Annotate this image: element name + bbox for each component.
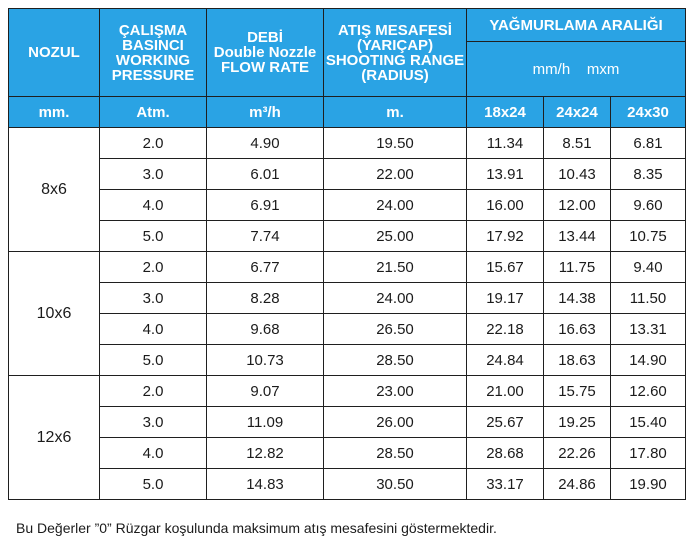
shooting-header-tr-1: ATIŞ MESAFESİ [338,21,452,39]
spacing-18x24-cell: 21.00 [467,376,544,407]
table-row [9,128,686,159]
spacing-unit-header [467,42,686,97]
spacing-18x24-cell: 16.00 [467,190,544,221]
spec-table [8,8,686,500]
spacing-24x24-cell: 10.43 [544,159,611,190]
shooting-cell: 21.50 [324,252,467,283]
unit-spacing-24x30: 24x30 [611,97,686,128]
pressure-header-tr-1: ÇALIŞMA [118,21,188,39]
shooting-cell: 26.00 [324,407,467,438]
unit-flow: m³/h [207,97,324,128]
flow-header-tr: DEBİ [247,29,283,46]
spacing-header-label: YAĞMURLAMA ARALIĞI [489,16,663,34]
shooting-header-en-1: SHOOTING RANGE [325,51,465,69]
table-row [9,407,686,438]
shooting-cell: 24.00 [324,283,467,314]
spacing-24x30-cell: 8.35 [611,159,686,190]
nozzle-header-label: NOZUL [28,44,80,61]
flow-header [207,9,324,97]
flow-cell: 6.77 [207,252,324,283]
flow-cell: 11.09 [207,407,324,438]
shooting-header-tr-2: (YARIÇAP) [356,36,434,54]
flow-cell: 9.07 [207,376,324,407]
pressure-header-en-2: PRESSURE [111,66,195,84]
spacing-18x24-cell: 33.17 [467,469,544,500]
nozzle-size-cell: 12x6 [9,376,100,500]
table-row [9,469,686,500]
footnote: Bu Değerler ”0” Rüzgar koşulunda maksimum atış mesafesini göstermektedir. [16,520,497,536]
unit-spacing-24x24: 24x24 [544,97,611,128]
shooting-header-en-2: (RADIUS) [361,66,429,84]
table-row [9,345,686,376]
pressure-cell: 5.0 [100,221,207,252]
shooting-cell: 28.50 [324,345,467,376]
pressure-cell: 2.0 [100,128,207,159]
pressure-cell: 5.0 [100,345,207,376]
pressure-cell: 3.0 [100,407,207,438]
shooting-cell: 22.00 [324,159,467,190]
pressure-cell: 3.0 [100,283,207,314]
unit-nozzle: mm. [9,97,100,128]
pressure-cell: 2.0 [100,376,207,407]
flow-cell: 6.01 [207,159,324,190]
unit-shooting: m. [324,97,467,128]
nozzle-size-cell: 10x6 [9,252,100,376]
flow-header-sub: Double Nozzle [213,44,317,61]
spacing-24x24-cell: 19.25 [544,407,611,438]
flow-cell: 9.68 [207,314,324,345]
spacing-24x24-cell: 8.51 [544,128,611,159]
spacing-18x24-cell: 15.67 [467,252,544,283]
spacing-24x30-cell: 11.50 [611,283,686,314]
spacing-24x30-cell: 19.90 [611,469,686,500]
spacing-24x24-cell: 24.86 [544,469,611,500]
shooting-cell: 23.00 [324,376,467,407]
shooting-cell: 30.50 [324,469,467,500]
shooting-cell: 26.50 [324,314,467,345]
table-row [9,190,686,221]
pressure-header-en-1: WORKING [115,51,191,69]
pressure-cell: 2.0 [100,252,207,283]
unit-spacing-18x24: 18x24 [467,97,544,128]
flow-cell: 7.74 [207,221,324,252]
spacing-24x30-cell: 14.90 [611,345,686,376]
shooting-cell: 28.50 [324,438,467,469]
table-row [9,159,686,190]
table-row [9,376,686,407]
spacing-24x24-cell: 16.63 [544,314,611,345]
pressure-cell: 4.0 [100,190,207,221]
spacing-24x30-cell: 15.40 [611,407,686,438]
table-row [9,314,686,345]
pressure-header-tr-2: BASINCI [122,36,184,54]
spacing-24x24-cell: 11.75 [544,252,611,283]
pressure-cell: 3.0 [100,159,207,190]
spacing-18x24-cell: 24.84 [467,345,544,376]
shooting-cell: 25.00 [324,221,467,252]
spacing-18x24-cell: 17.92 [467,221,544,252]
spacing-24x30-cell: 17.80 [611,438,686,469]
spacing-24x24-cell: 22.26 [544,438,611,469]
spacing-24x30-cell: 13.31 [611,314,686,345]
spacing-24x24-cell: 15.75 [544,376,611,407]
table-row [9,252,686,283]
shooting-cell: 24.00 [324,190,467,221]
pressure-cell: 5.0 [100,469,207,500]
pressure-cell: 4.0 [100,438,207,469]
spacing-24x24-cell: 14.38 [544,283,611,314]
flow-header-en: FLOW RATE [220,59,310,76]
spacing-24x30-cell: 10.75 [611,221,686,252]
flow-cell: 14.83 [207,469,324,500]
spacing-18x24-cell: 11.34 [467,128,544,159]
shooting-cell: 19.50 [324,128,467,159]
flow-cell: 12.82 [207,438,324,469]
spacing-24x30-cell: 6.81 [611,128,686,159]
flow-cell: 6.91 [207,190,324,221]
spacing-18x24-cell: 19.17 [467,283,544,314]
spacing-24x30-cell: 9.40 [611,252,686,283]
unit-pressure: Atm. [100,97,207,128]
table-row [9,221,686,252]
flow-cell: 8.28 [207,283,324,314]
spacing-18x24-cell: 28.68 [467,438,544,469]
pressure-cell: 4.0 [100,314,207,345]
spacing-24x30-cell: 12.60 [611,376,686,407]
pressure-header [100,9,207,97]
spacing-24x30-cell: 9.60 [611,190,686,221]
nozzle-header [9,9,100,97]
shooting-header [324,9,467,97]
spacing-header [467,9,686,42]
nozzle-size-cell: 8x6 [9,128,100,252]
spacing-24x24-cell: 18.63 [544,345,611,376]
spacing-18x24-cell: 13.91 [467,159,544,190]
spacing-18x24-cell: 22.18 [467,314,544,345]
flow-cell: 10.73 [207,345,324,376]
spacing-24x24-cell: 12.00 [544,190,611,221]
table-row [9,283,686,314]
spec-table-body [9,128,686,500]
spacing-18x24-cell: 25.67 [467,407,544,438]
table-row [9,438,686,469]
spacing-unit-label: mm/h mxm [532,60,620,78]
flow-cell: 4.90 [207,128,324,159]
spacing-24x24-cell: 13.44 [544,221,611,252]
